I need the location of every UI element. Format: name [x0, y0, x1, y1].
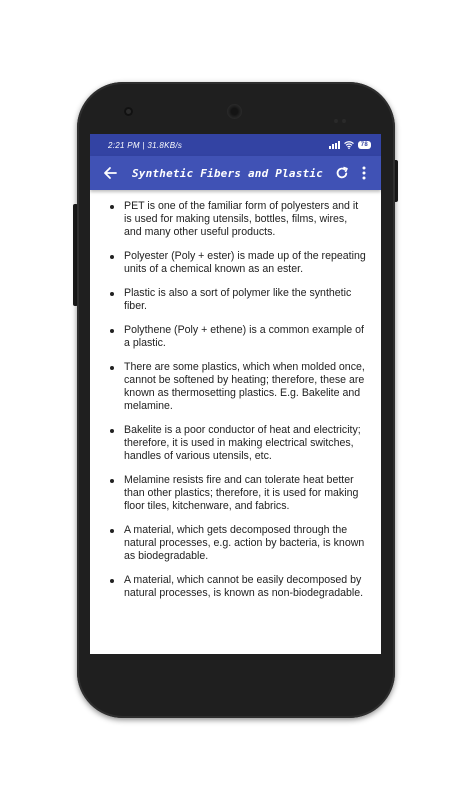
status-bar — [90, 134, 381, 156]
list-item: Bakelite is a poor conductor of heat and electricity; therefore, it is used in making electrical switches, handles of various utensils, etc. — [108, 424, 367, 463]
app-bar — [90, 156, 381, 190]
wifi-icon — [344, 141, 354, 149]
signal-icon — [329, 141, 340, 149]
bullet-list — [108, 200, 367, 600]
battery-icon: 78 — [358, 141, 371, 149]
device-screen — [90, 134, 381, 654]
earpiece-speaker — [227, 104, 242, 119]
content-area[interactable] — [90, 190, 381, 600]
list-item: PET is one of the familiar form of polyesters and it is used for making utensils, bottles, films, wires, and many other useful products. — [108, 200, 367, 239]
list-item: Melamine resists fire and can tolerate heat better than other plastics; therefore, it is used for making floor tiles, kitchenware, and fabrics. — [108, 474, 367, 513]
refresh-icon[interactable] — [331, 162, 353, 184]
list-item: A material, which cannot be easily decomposed by natural processes, is known as non-biodegradable. — [108, 574, 367, 600]
page-title: Synthetic Fibers and Plastic — [131, 166, 324, 180]
list-item: A material, which gets decomposed through the natural processes, e.g. action by bacteria, is known as biodegradable. — [108, 524, 367, 563]
more-vert-icon[interactable] — [353, 162, 375, 184]
status-icons — [329, 141, 371, 149]
proximity-sensors — [334, 110, 350, 114]
list-item: Plastic is also a sort of polymer like the synthetic fiber. — [108, 287, 367, 313]
arrow-back-icon[interactable] — [100, 163, 120, 183]
front-camera — [124, 107, 133, 116]
list-item: Polythene (Poly + ethene) is a common example of a plastic. — [108, 324, 367, 350]
list-item: There are some plastics, which when molded once, cannot be softened by heating; therefore, these are known as thermosetting plastics. E.g. Bakelite and melamine. — [108, 361, 367, 413]
list-item: Polyester (Poly + ester) is made up of the repeating units of a chemical known as an ester. — [108, 250, 367, 276]
status-time-speed: 2:21 PM | 31.8KB/s — [108, 140, 183, 150]
